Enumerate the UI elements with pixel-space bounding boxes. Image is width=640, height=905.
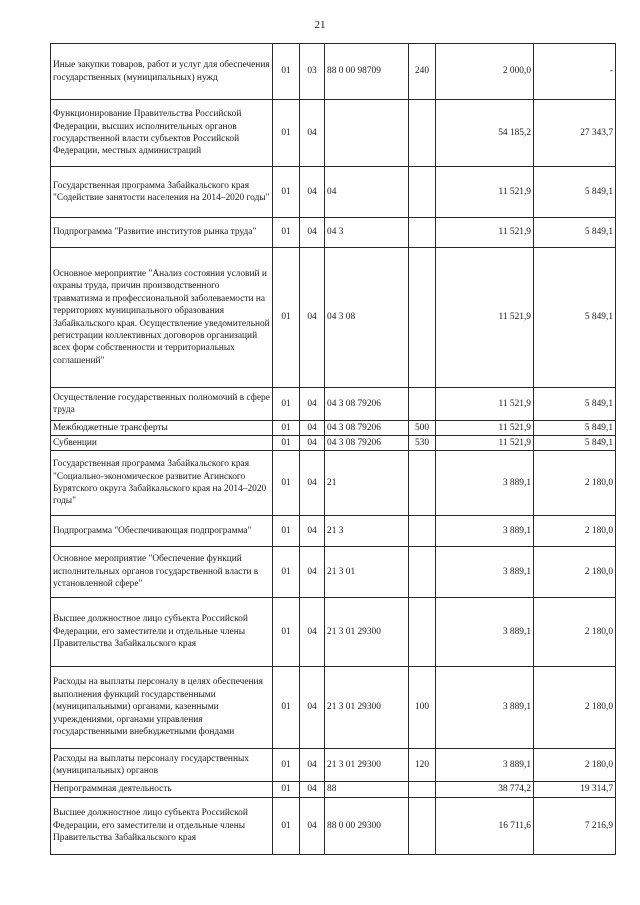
row-expense-type (409, 218, 436, 248)
row-subsection: 04 (300, 218, 325, 248)
table-row (51, 388, 616, 421)
row-target-article: 04 3 08 79206 (325, 421, 409, 436)
table-row (51, 782, 616, 798)
row-expense-type: 240 (409, 44, 436, 100)
table-row (51, 248, 616, 388)
row-name: Основное мероприятие "Обеспечение функций исполнительных органов государственной власти в установленной сфере" (51, 547, 273, 598)
row-subsection: 04 (300, 782, 325, 798)
table-row (51, 749, 616, 782)
row-name: Межбюджетные трансферты (51, 421, 273, 436)
row-amount-2: 7 216,9 (534, 798, 616, 855)
row-expense-type (409, 100, 436, 167)
row-expense-type (409, 782, 436, 798)
row-section: 01 (273, 667, 300, 749)
row-target-article: 88 0 00 98709 (325, 44, 409, 100)
table-row (51, 516, 616, 547)
row-target-article: 04 (325, 167, 409, 218)
table-row (51, 167, 616, 218)
row-amount-2: 5 849,1 (534, 436, 616, 451)
row-amount-1: 3 889,1 (436, 598, 534, 667)
row-amount-1: 2 000,0 (436, 44, 534, 100)
row-amount-1: 38 774,2 (436, 782, 534, 798)
row-amount-1: 11 521,9 (436, 248, 534, 388)
row-amount-1: 11 521,9 (436, 167, 534, 218)
row-name: Подпрограмма "Обеспечивающая подпрограмма" (51, 516, 273, 547)
row-amount-1: 3 889,1 (436, 749, 534, 782)
row-amount-1: 3 889,1 (436, 667, 534, 749)
row-section: 01 (273, 547, 300, 598)
row-subsection: 04 (300, 598, 325, 667)
row-expense-type: 500 (409, 421, 436, 436)
table-row (51, 44, 616, 100)
row-section: 01 (273, 44, 300, 100)
table-row (51, 451, 616, 516)
table-row (51, 421, 616, 436)
row-name: Субвенции (51, 436, 273, 451)
row-subsection: 04 (300, 667, 325, 749)
row-name: Государственная программа Забайкальского края "Социально-экономическое развитие Агинского Бурятского округа Забайкальского края на 2014–2020 годы" (51, 451, 273, 516)
row-subsection: 04 (300, 436, 325, 451)
row-name: Расходы на выплаты персоналу государственных (муниципальных) органов (51, 749, 273, 782)
row-name: Иные закупки товаров, работ и услуг для обеспечения государственных (муниципальных) нужд (51, 44, 273, 100)
row-name: Высшее должностное лицо субъекта Российской Федерации, его заместители и отдельные члены Правительства Забайкальского края (51, 798, 273, 855)
row-expense-type (409, 388, 436, 421)
row-section: 01 (273, 516, 300, 547)
row-section: 01 (273, 167, 300, 218)
budget-table-body (51, 44, 616, 855)
row-amount-2: 5 849,1 (534, 248, 616, 388)
row-name: Подпрограмма "Развитие институтов рынка труда" (51, 218, 273, 248)
row-section: 01 (273, 749, 300, 782)
table-row (51, 798, 616, 855)
row-name: Основное мероприятие "Анализ состояния условий и охраны труда, причин производственного травматизма и профессиональной заболеваемости на территориях муниципального образования Забайкальского края. Осуществление уведомительной регистрации коллективных договоров организаций всех форм собственности и территориальных соглашений" (51, 248, 273, 388)
row-name: Непрограммная деятельность (51, 782, 273, 798)
row-subsection: 04 (300, 388, 325, 421)
row-target-article: 21 (325, 451, 409, 516)
row-amount-1: 11 521,9 (436, 421, 534, 436)
row-section: 01 (273, 598, 300, 667)
row-expense-type (409, 516, 436, 547)
row-amount-2: - (534, 44, 616, 100)
row-subsection: 04 (300, 421, 325, 436)
row-amount-2: 2 180,0 (534, 749, 616, 782)
row-section: 01 (273, 451, 300, 516)
row-amount-2: 2 180,0 (534, 598, 616, 667)
row-subsection: 03 (300, 44, 325, 100)
row-target-article: 04 3 08 (325, 248, 409, 388)
row-subsection: 04 (300, 248, 325, 388)
row-section: 01 (273, 782, 300, 798)
row-amount-1: 11 521,9 (436, 436, 534, 451)
row-amount-2: 27 343,7 (534, 100, 616, 167)
row-amount-2: 5 849,1 (534, 388, 616, 421)
row-name: Высшее должностное лицо субъекта Российской Федерации, его заместители и отдельные члены Правительства Забайкальского края (51, 598, 273, 667)
row-amount-1: 3 889,1 (436, 516, 534, 547)
row-subsection: 04 (300, 451, 325, 516)
row-section: 01 (273, 421, 300, 436)
row-expense-type (409, 598, 436, 667)
row-expense-type: 120 (409, 749, 436, 782)
row-target-article: 04 3 08 79206 (325, 388, 409, 421)
table-row (51, 547, 616, 598)
row-expense-type (409, 451, 436, 516)
row-target-article: 04 3 08 79206 (325, 436, 409, 451)
row-name: Осуществление государственных полномочий в сфере труда (51, 388, 273, 421)
row-name: Государственная программа Забайкальского края "Содействие занятости населения на 2014–2020 годы" (51, 167, 273, 218)
row-amount-2: 5 849,1 (534, 167, 616, 218)
row-subsection: 04 (300, 516, 325, 547)
row-name: Функционирование Правительства Российской Федерации, высших исполнительных органов государственной власти субъектов Российской Федерации, местных администраций (51, 100, 273, 167)
table-row (51, 100, 616, 167)
table-row (51, 218, 616, 248)
row-target-article: 21 3 01 29300 (325, 749, 409, 782)
row-amount-1: 54 185,2 (436, 100, 534, 167)
row-target-article: 88 (325, 782, 409, 798)
row-section: 01 (273, 100, 300, 167)
row-amount-2: 2 180,0 (534, 451, 616, 516)
row-expense-type: 100 (409, 667, 436, 749)
row-expense-type (409, 167, 436, 218)
row-section: 01 (273, 798, 300, 855)
row-amount-1: 11 521,9 (436, 388, 534, 421)
row-target-article (325, 100, 409, 167)
row-amount-1: 3 889,1 (436, 547, 534, 598)
row-section: 01 (273, 218, 300, 248)
row-amount-1: 16 711,6 (436, 798, 534, 855)
row-expense-type (409, 248, 436, 388)
row-section: 01 (273, 388, 300, 421)
row-section: 01 (273, 436, 300, 451)
row-target-article: 21 3 01 29300 (325, 667, 409, 749)
row-amount-1: 3 889,1 (436, 451, 534, 516)
row-name: Расходы на выплаты персоналу в целях обеспечения выполнения функций государственными (муниципальными) органами, казенными учреждениями, органами управления государственными внебюджетными фондами (51, 667, 273, 749)
row-expense-type (409, 798, 436, 855)
row-subsection: 04 (300, 167, 325, 218)
row-amount-2: 5 849,1 (534, 218, 616, 248)
row-expense-type (409, 547, 436, 598)
row-target-article: 21 3 01 (325, 547, 409, 598)
row-target-article: 04 3 (325, 218, 409, 248)
row-amount-2: 2 180,0 (534, 516, 616, 547)
row-expense-type: 530 (409, 436, 436, 451)
row-subsection: 04 (300, 547, 325, 598)
row-target-article: 21 3 (325, 516, 409, 547)
row-section: 01 (273, 248, 300, 388)
row-amount-2: 5 849,1 (534, 421, 616, 436)
row-amount-2: 2 180,0 (534, 547, 616, 598)
row-target-article: 88 0 00 29300 (325, 798, 409, 855)
table-row (51, 436, 616, 451)
table-row (51, 598, 616, 667)
row-subsection: 04 (300, 100, 325, 167)
table-row (51, 667, 616, 749)
row-subsection: 04 (300, 798, 325, 855)
budget-table (50, 43, 616, 855)
page-number: 21 (314, 19, 326, 31)
row-amount-2: 19 314,7 (534, 782, 616, 798)
row-subsection: 04 (300, 749, 325, 782)
row-target-article: 21 3 01 29300 (325, 598, 409, 667)
row-amount-2: 2 180,0 (534, 667, 616, 749)
row-amount-1: 11 521,9 (436, 218, 534, 248)
